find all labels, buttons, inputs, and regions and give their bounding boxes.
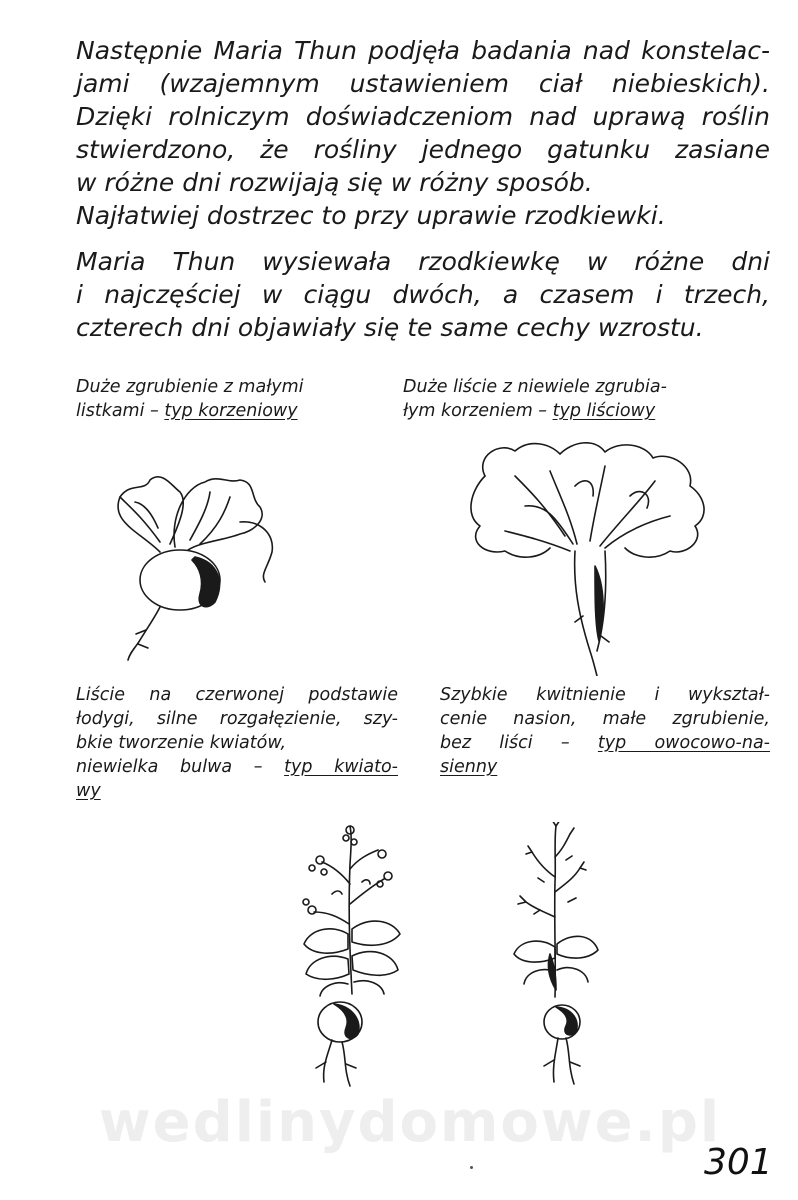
type-label-root: typ korzeniowy	[164, 401, 298, 421]
radish-fruit-type-illustration	[500, 822, 620, 1092]
caption-root-type	[76, 375, 366, 423]
caption-line: Duże liście z niewiele zgrubia-	[403, 377, 667, 397]
caption-fruit-type	[440, 683, 770, 779]
caption-text: bez liści –	[440, 733, 598, 753]
caption-flower-type	[76, 683, 398, 803]
radish-leaf-type-illustration	[455, 436, 725, 676]
paragraph-line: i najczęściej w ciągu dwóch, a czasem i trzech,	[76, 280, 770, 309]
type-label-leaf: typ liściowy	[552, 401, 656, 421]
caption-leaf-type	[403, 375, 733, 423]
paragraph-experiment	[76, 245, 770, 344]
type-label-flower-cont: wy	[76, 781, 101, 801]
type-label-flower: typ kwiato-	[284, 757, 398, 777]
paragraph-intro	[76, 34, 770, 232]
paragraph-line: jami (wzajemnym ustawieniem ciał niebieskich).	[76, 69, 770, 98]
type-label-fruit: typ owocowo-na-	[597, 733, 770, 753]
type-label-fruit-cont: sienny	[440, 757, 498, 777]
caption-text: łym korzeniem –	[403, 401, 553, 421]
page-dot	[470, 1166, 473, 1169]
caption-line: Szybkie kwitnienie i wykształ-	[440, 685, 770, 705]
caption-text: listkami –	[76, 401, 165, 421]
caption-text: niewielka bulwa –	[76, 757, 285, 777]
paragraph-line: stwierdzono, że rośliny jednego gatunku zasiane	[76, 135, 770, 164]
caption-line: Duże zgrubienie z małymi	[76, 377, 304, 397]
paragraph-line: Najłatwiej dostrzec to przy uprawie rzodkiewki.	[76, 201, 666, 230]
caption-line: Liście na czerwonej podstawie	[76, 685, 398, 705]
paragraph-line: Dzięki rolniczym doświadczeniom nad uprawą roślin	[76, 102, 770, 131]
caption-line: łodygi, silne rozgałęzienie, szy-	[76, 709, 398, 729]
paragraph-line: Następnie Maria Thun podjęła badania nad konstelac-	[76, 36, 770, 65]
radish-flower-type-illustration	[292, 824, 412, 1094]
caption-line: bkie tworzenie kwiatów,	[76, 733, 287, 753]
radish-root-type-illustration	[100, 462, 300, 662]
caption-line: cenie nasion, małe zgrubienie,	[440, 709, 770, 729]
watermark: wedlinydomowe.pl	[98, 1090, 722, 1155]
paragraph-line: w różne dni rozwijają się w różny sposób.	[76, 168, 593, 197]
paragraph-line: Maria Thun wysiewała rzodkiewkę w różne dni	[76, 247, 770, 276]
paragraph-line: czterech dni objawiały się te same cechy wzrostu.	[76, 313, 704, 342]
page-number: 301	[704, 1142, 773, 1183]
